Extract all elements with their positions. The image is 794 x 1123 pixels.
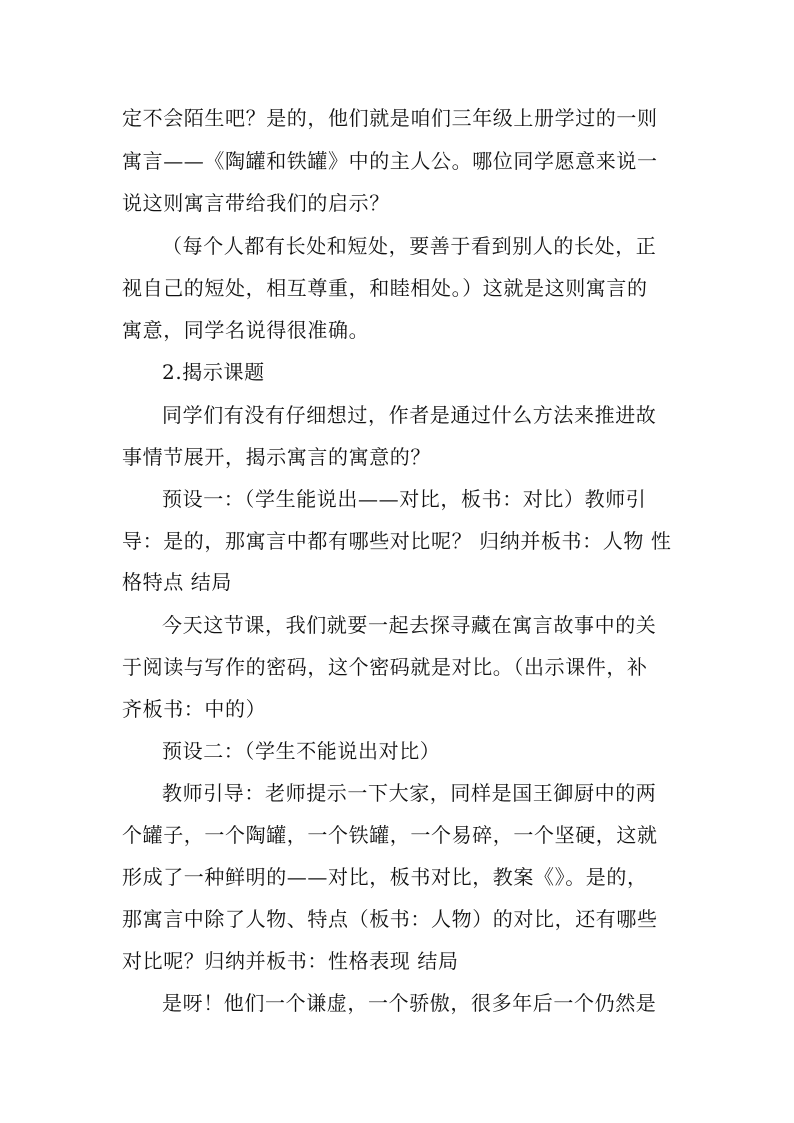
text-line: 寓意，同学名说得很准确。: [122, 318, 370, 342]
text-line: 事情节展开，揭示寓言的寓意的？: [122, 445, 431, 469]
text-line: 齐板书：中的）: [122, 697, 267, 721]
text-line: 同学们有没有仔细想过，作者是通过什么方法来推进故: [162, 403, 657, 427]
section-heading: 2.揭示课题: [162, 360, 265, 384]
text-line: 那寓言中除了人物、特点（板书：人物）的对比，还有哪些: [122, 907, 658, 931]
text-line: （每个人都有长处和短处，要善于看到别人的长处，正: [162, 234, 657, 258]
text-line: 形成了一种鲜明的——对比，板书对比，教案《》。是的，: [122, 865, 648, 889]
text-line: 导：是的，那寓言中都有哪些对比呢？ 归纳并板书：人物 性: [122, 529, 672, 553]
text-line: 个罐子，一个陶罐，一个铁罐，一个易碎，一个坚硬，这就: [122, 823, 658, 847]
text-line: 预设二：（学生不能说出对比）: [162, 739, 441, 763]
text-line: 预设一：（学生能说出——对比，板书：对比）教师引: [162, 487, 647, 511]
text-line: 定不会陌生吧？是的，他们就是咱们三年级上册学过的一则: [122, 106, 658, 130]
text-line: 今天这节课，我们就要一起去探寻藏在寓言故事中的关: [162, 613, 657, 637]
text-line: 说这则寓言带给我们的启示？: [122, 191, 390, 215]
text-line: 格特点 结局: [122, 570, 232, 594]
text-line: 教师引导：老师提示一下大家，同样是国王御厨中的两: [162, 781, 657, 805]
text-line: 对比呢？归纳并板书：性格表现 结局: [122, 949, 459, 973]
text-line: 寓言——《陶罐和铁罐》中的主人公。哪位同学愿意来说一: [122, 149, 658, 173]
text-line: 视自己的短处，相互尊重，和睦相处。）这就是这则寓言的: [122, 276, 648, 300]
text-line: 于阅读与写作的密码，这个密码就是对比。（出示课件，补: [122, 655, 648, 679]
text-line: 是呀！他们一个谦虚，一个骄傲，很多年后一个仍然是: [162, 991, 657, 1015]
